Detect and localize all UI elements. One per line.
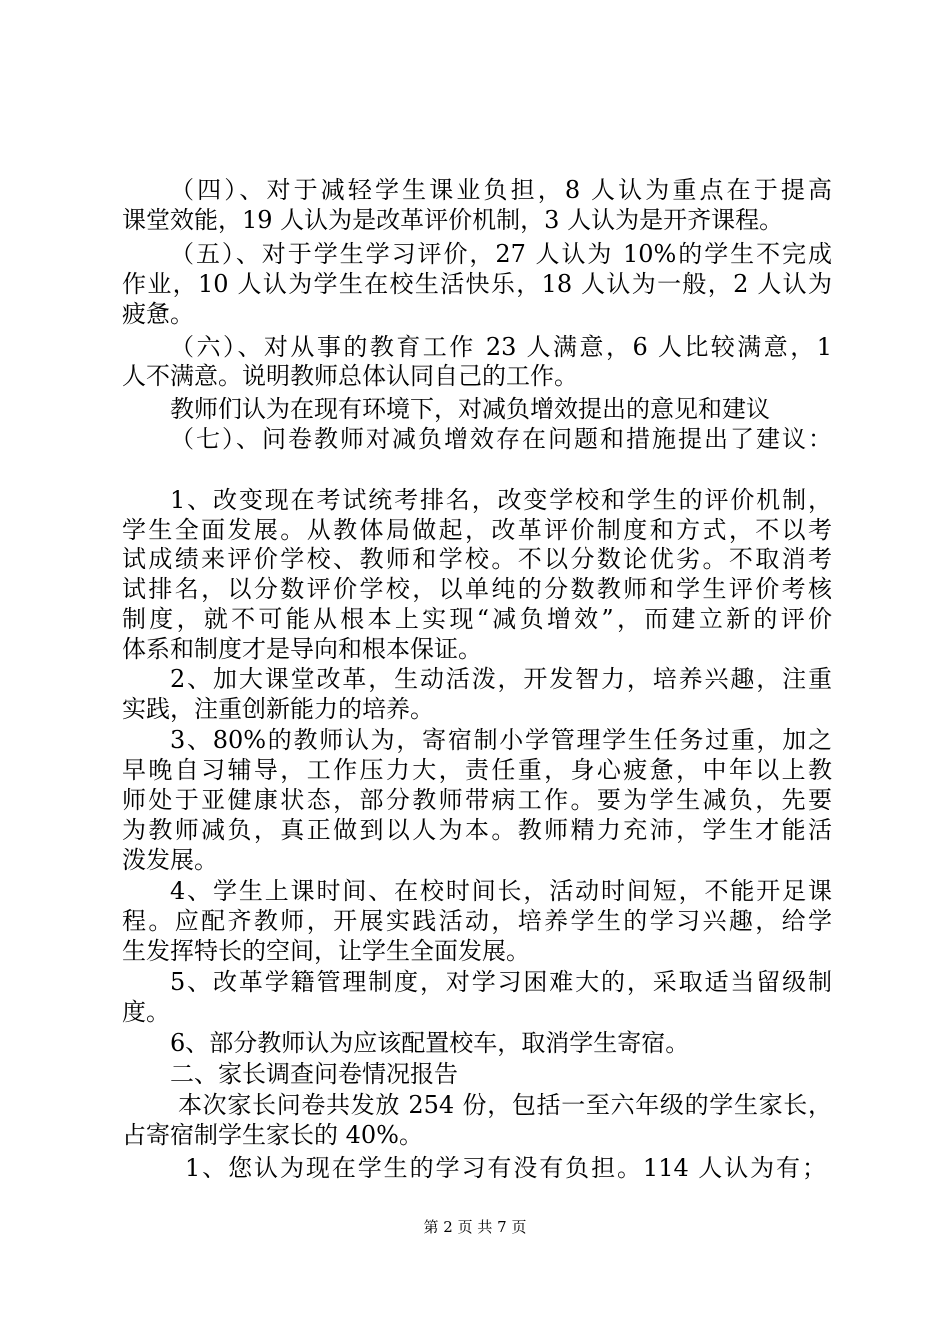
paragraph-line: 试成绩来评价学校、教师和学校。不以分数论优劣。不取消考	[122, 545, 832, 573]
paragraph-line: 2、加大课堂改革，生动活泼，开发智力，培养兴趣，注重	[170, 665, 832, 693]
paragraph-line: 度。	[122, 998, 170, 1026]
paragraph-line: （七）、问卷教师对减负增效存在问题和措施提出了建议：	[170, 425, 832, 453]
paragraph-line: 课堂效能，19 人认为是改革评价机制，3 人认为是开齐课程。	[122, 206, 784, 234]
paragraph-line: 疲惫。	[122, 300, 194, 328]
paragraph-line: 6、部分教师认为应该配置校车，取消学生寄宿。	[170, 1029, 690, 1057]
paragraph-line: 为教师减负，真正做到以人为本。教师精力充沛，学生才能活	[122, 816, 832, 844]
paragraph-line: （六）、对从事的教育工作 23 人满意，6 人比较满意，1	[170, 333, 832, 361]
paragraph-line: 制度，就不可能从根本上实现“减负增效”，而建立新的评价	[122, 605, 832, 633]
paragraph-line: （四）、对于减轻学生课业负担，8 人认为重点在于提高	[170, 176, 832, 204]
paragraph-line: 试排名，以分数评价学校，以单纯的分数教师和学生评价考核	[122, 575, 832, 603]
paragraph-line: 师处于亚健康状态，部分教师带病工作。要为学生减负，先要	[122, 786, 832, 814]
paragraph-line: 早晚自习辅导，工作压力大，责任重，身心疲惫，中年以上教	[122, 756, 832, 784]
paragraph-line: 生发挥特长的空间，让学生全面发展。	[122, 937, 530, 965]
paragraph-line: 3、80%的教师认为，寄宿制小学管理学生任务过重，加之	[170, 726, 832, 754]
paragraph-line: 占寄宿制学生家长的 40%。	[122, 1121, 423, 1149]
paragraph-line: 程。应配齐教师，开展实践活动，培养学生的学习兴趣，给学	[122, 907, 832, 935]
paragraph-line: 人不满意。说明教师总体认同自己的工作。	[122, 362, 578, 390]
paragraph-line: （五）、对于学生学习评价，27 人认为 10%的学生不完成	[170, 240, 832, 268]
paragraph-line: 作业，10 人认为学生在校生活快乐，18 人认为一般，2 人认为	[122, 270, 832, 298]
paragraph-line: 5、改革学籍管理制度，对学习困难大的，采取适当留级制	[170, 968, 832, 996]
paragraph-line: 体系和制度才是导向和根本保证。	[122, 635, 482, 663]
paragraph-line: 4、学生上课时间、在校时间长，活动时间短，不能开足课	[170, 877, 832, 905]
paragraph-line: 泼发展。	[122, 846, 218, 874]
paragraph-line: 本次家长问卷共发放 254 份，包括一至六年级的学生家长，	[178, 1091, 832, 1119]
paragraph-line: 学生全面发展。从教体局做起，改革评价制度和方式，不以考	[122, 516, 832, 544]
section-heading: 二、家长调查问卷情况报告	[170, 1060, 458, 1088]
paragraph-line: 教师们认为在现有环境下，对减负增效提出的意见和建议	[170, 395, 770, 423]
paragraph-line: 实践，注重创新能力的培养。	[122, 695, 434, 723]
paragraph-line: 1、改变现在考试统考排名，改变学校和学生的评价机制，	[170, 486, 832, 514]
paragraph-line: 1、您认为现在学生的学习有没有负担。114 人认为有；	[185, 1154, 826, 1182]
page-number-footer: 第 2 页 共 7 页	[423, 1218, 527, 1236]
